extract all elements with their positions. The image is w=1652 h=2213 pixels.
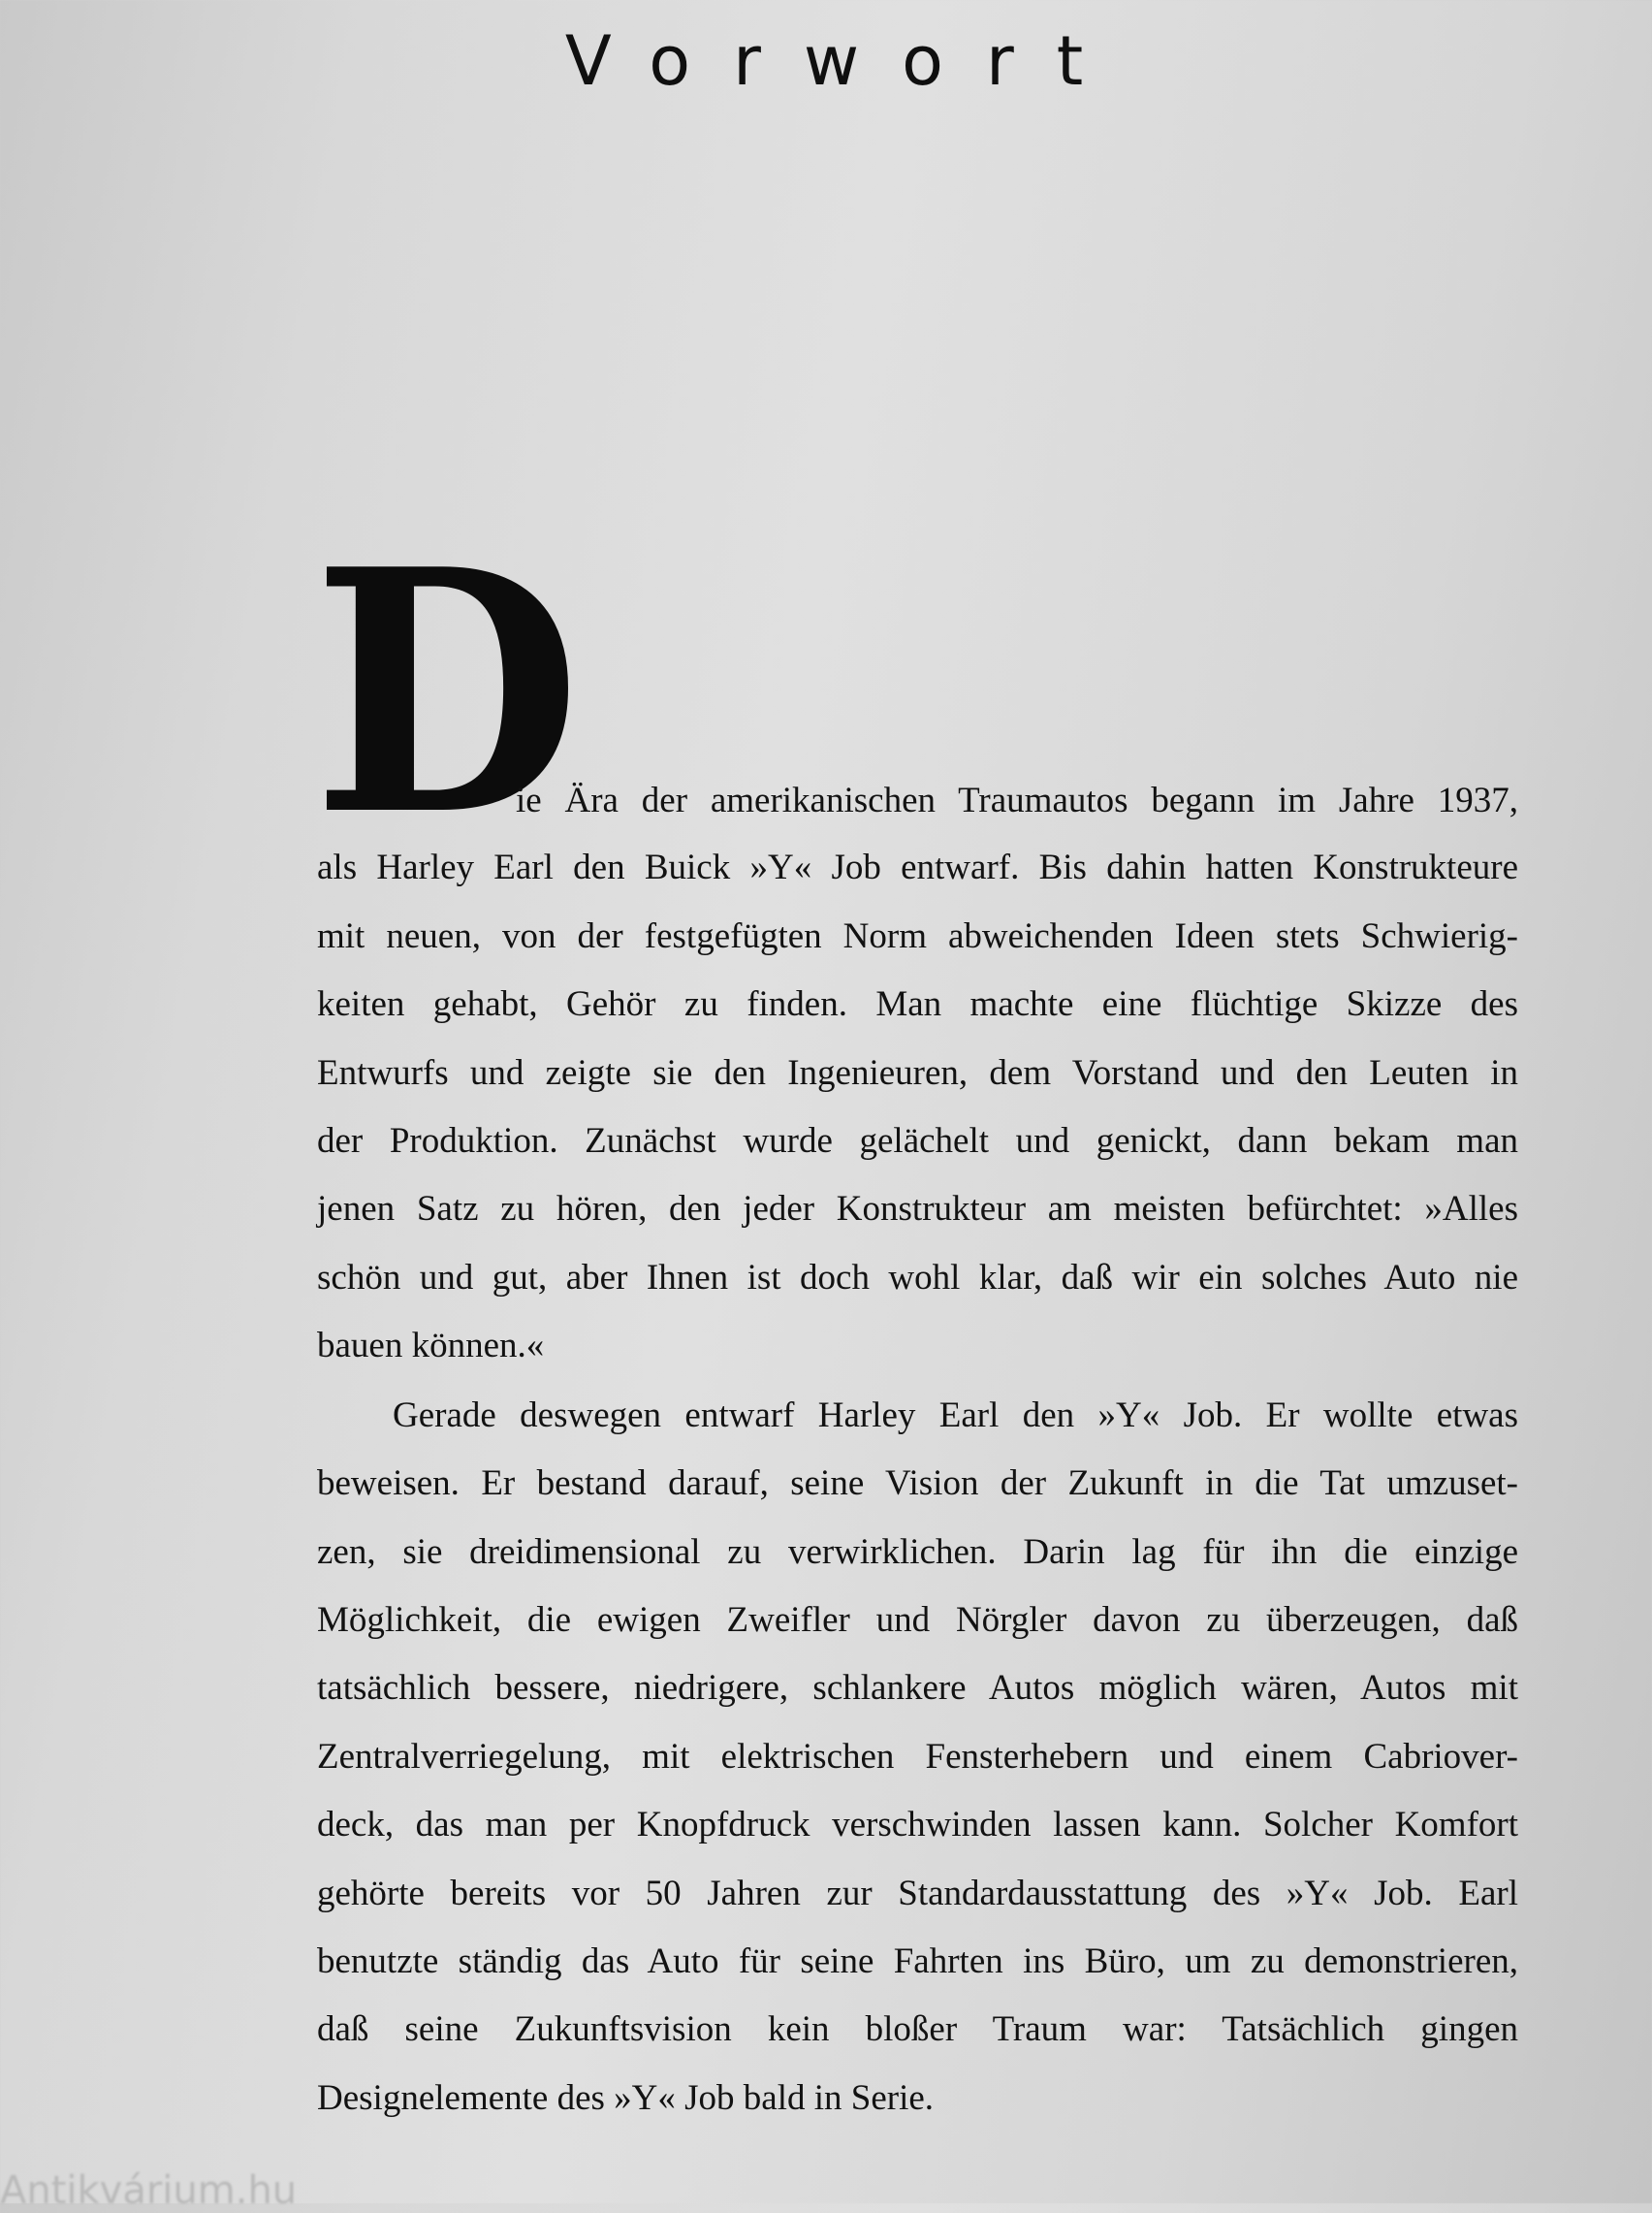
paragraph-line: Zentralverriegelung, mit elektrischen Fensterhebern und einem Cabriover-	[317, 1737, 1518, 1777]
paragraph-line: schön und gut, aber Ihnen ist doch wohl klar, daß wir ein solches Auto nie	[317, 1258, 1518, 1298]
paragraph-line: bauen können.«	[317, 1326, 545, 1365]
paragraph-line: ie Ära der amerikanischen Traumautos begann im Jahre 1937,	[516, 781, 1518, 820]
paragraph-line: jenen Satz zu hören, den jeder Konstrukteur am meisten befürchtet: »Alles	[317, 1189, 1518, 1229]
paragraph-line: Möglichkeit, die ewigen Zweifler und Nörgler davon zu überzeugen, daß	[317, 1600, 1518, 1640]
paragraph-line: beweisen. Er bestand darauf, seine Vision der Zukunft in die Tat umzuset-	[317, 1463, 1518, 1503]
paragraph-line: zen, sie dreidimensional zu verwirklichen. Darin lag für ihn die einzige	[317, 1532, 1518, 1572]
paragraph-line: benutzte ständig das Auto für seine Fahrten ins Büro, um zu demonstrieren,	[317, 1941, 1518, 1981]
paragraph-line: Entwurfs und zeigte sie den Ingenieuren, dem Vorstand und den Leuten in	[317, 1053, 1518, 1093]
paragraph-line: der Produktion. Zunächst wurde gelächelt und genickt, dann bekam man	[317, 1121, 1518, 1161]
paragraph-line: daß seine Zukunftsvision kein bloßer Traum war: Tatsächlich gingen	[317, 2009, 1518, 2049]
paragraph-line: mit neuen, von der festgefügten Norm abweichenden Ideen stets Schwierig-	[317, 916, 1518, 956]
paragraph-line: keiten gehabt, Gehör zu finden. Man machte eine flüchtige Skizze des	[317, 984, 1518, 1024]
watermark-text: Antikvárium.hu	[0, 2168, 298, 2213]
paragraph-line: gehörte bereits vor 50 Jahren zur Standardausstattung des »Y« Job. Earl	[317, 1874, 1518, 1913]
chapter-title: Vorwort	[564, 21, 1127, 101]
paragraph-line: tatsächlich bessere, niedrigere, schlankere Autos möglich wären, Autos mit	[317, 1668, 1518, 1708]
paragraph-line: deck, das man per Knopfdruck verschwinden lassen kann. Solcher Komfort	[317, 1805, 1518, 1844]
paragraph-line: als Harley Earl den Buick »Y« Job entwarf. Bis dahin hatten Konstrukteure	[317, 848, 1518, 887]
paragraph-line: Gerade deswegen entwarf Harley Earl den »Y« Job. Er wollte etwas	[393, 1395, 1518, 1435]
drop-cap-letter: D	[312, 497, 582, 889]
paragraph-line: Designelemente des »Y« Job bald in Serie.	[317, 2078, 935, 2118]
